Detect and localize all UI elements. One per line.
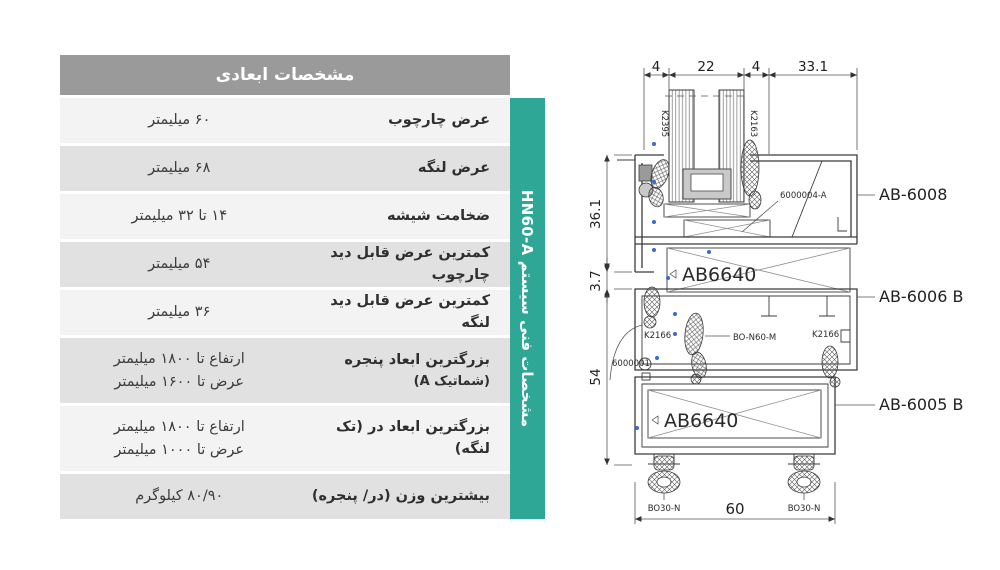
k2163-label: K2163 — [748, 110, 758, 138]
row-label-text: کمترین عرض قابل دید لنگه — [330, 292, 490, 331]
row-value — [60, 348, 299, 393]
dim-left-1: 36.1 — [588, 198, 604, 230]
ab6008-label: AB-6008 — [879, 185, 948, 204]
row-label-text: کمترین عرض قابل دید چارچوب — [330, 244, 490, 283]
glazing-clamp — [639, 165, 652, 181]
row-value — [60, 109, 299, 131]
row-value — [60, 253, 299, 275]
profile-cross-section-diagram — [572, 32, 1000, 570]
dimensional-spec-table — [60, 55, 510, 522]
table-header-title: مشخصات ابعادی — [215, 65, 355, 85]
bottom-gaskets-bo30n — [648, 456, 820, 500]
row-frame-width — [60, 98, 510, 143]
dim-bottom: 60 — [725, 500, 745, 518]
row-glass-thickness — [60, 194, 510, 239]
row-value-text: ۱۴ تا ۳۲ میلیمتر — [131, 208, 227, 225]
row-sash-width — [60, 146, 510, 191]
row-max-weight — [60, 474, 510, 519]
dim-left-2: 3.7 — [588, 270, 604, 292]
ab6640-bottom-label: AB6640 — [664, 410, 739, 432]
row-label-text: بزرگترین ابعاد در (تک لنگه) — [335, 418, 490, 457]
setting-block — [683, 169, 731, 199]
row-max-door-size — [60, 406, 510, 471]
dim-top-1: 4 — [651, 59, 661, 75]
row-label — [299, 158, 511, 180]
row-value-text: ۳۶ میلیمتر — [148, 304, 211, 321]
row-value — [60, 205, 299, 227]
thermal-break-box-top — [667, 248, 850, 292]
system-name-label: مشخصات فنی سیستم HN60-A — [518, 189, 537, 428]
bo30n-right-label: BO30-N — [787, 504, 821, 514]
part-6000001-label: 6000001 — [612, 359, 650, 369]
ab6006-label: AB-6006 B — [879, 287, 964, 306]
dimension-left — [588, 155, 632, 465]
system-name-banner — [510, 98, 545, 519]
ab6640-top-label: AB6640 — [682, 264, 757, 286]
part-6000004-label: 6000004-A — [780, 191, 827, 201]
row-value — [60, 416, 299, 461]
k2166-left-label: K2166 — [644, 331, 672, 341]
row-value-text: ۸۰/۹۰ کیلوگرم — [135, 488, 224, 505]
row-label — [299, 350, 511, 391]
row-label — [299, 206, 511, 228]
row-label-text: ضخامت شیشه — [386, 207, 490, 224]
thermal-break-box-bottom — [648, 390, 821, 438]
dim-top-3: 4 — [751, 59, 761, 75]
row-value-line1: ارتفاع تا ۱۸۰۰ میلیمتر — [113, 351, 245, 368]
row-value-text: ۶۸ میلیمتر — [148, 160, 211, 177]
row-min-visible-frame — [60, 242, 510, 287]
row-label — [299, 291, 511, 335]
row-label-text: بیشترین وزن (در/ پنجره) — [311, 487, 490, 504]
row-label — [299, 243, 511, 287]
row-value-line2: عرض تا ۱۶۰۰ میلیمتر — [114, 373, 245, 390]
row-value — [60, 301, 299, 323]
row-value — [60, 485, 299, 507]
row-label-text: بزرگترین ابعاد پنجره — [344, 351, 490, 368]
system-name-banner-rotated — [510, 98, 545, 519]
row-value — [60, 157, 299, 179]
row-value-text: ۶۰ میلیمتر — [148, 112, 211, 129]
row-max-window-size — [60, 338, 510, 403]
row-value-line1: ارتفاع تا ۱۸۰۰ میلیمتر — [113, 419, 245, 436]
row-label — [299, 110, 511, 132]
row-label-subtext: (شماتیک A) — [413, 373, 490, 389]
k2395-label: K2395 — [659, 110, 669, 138]
bo30n-left-label: BO30-N — [647, 504, 681, 514]
bon60m-label: BO-N60-M — [733, 333, 777, 343]
row-label-text: عرض چارچوب — [388, 111, 490, 128]
ab6005-label: AB-6005 B — [879, 395, 964, 414]
row-label-text: عرض لنگه — [417, 159, 490, 176]
dim-top-2: 22 — [697, 59, 715, 75]
dim-left-3: 54 — [588, 368, 604, 386]
row-label — [299, 417, 511, 461]
row-min-visible-sash — [60, 290, 510, 335]
table-header — [60, 55, 510, 95]
row-value-text: ۵۴ میلیمتر — [148, 256, 211, 273]
row-value-line2: عرض تا ۱۰۰۰ میلیمتر — [114, 441, 245, 458]
row-label — [299, 486, 511, 508]
dim-top-4: 33.1 — [797, 59, 829, 75]
k2166-right-label: K2166 — [812, 330, 840, 340]
